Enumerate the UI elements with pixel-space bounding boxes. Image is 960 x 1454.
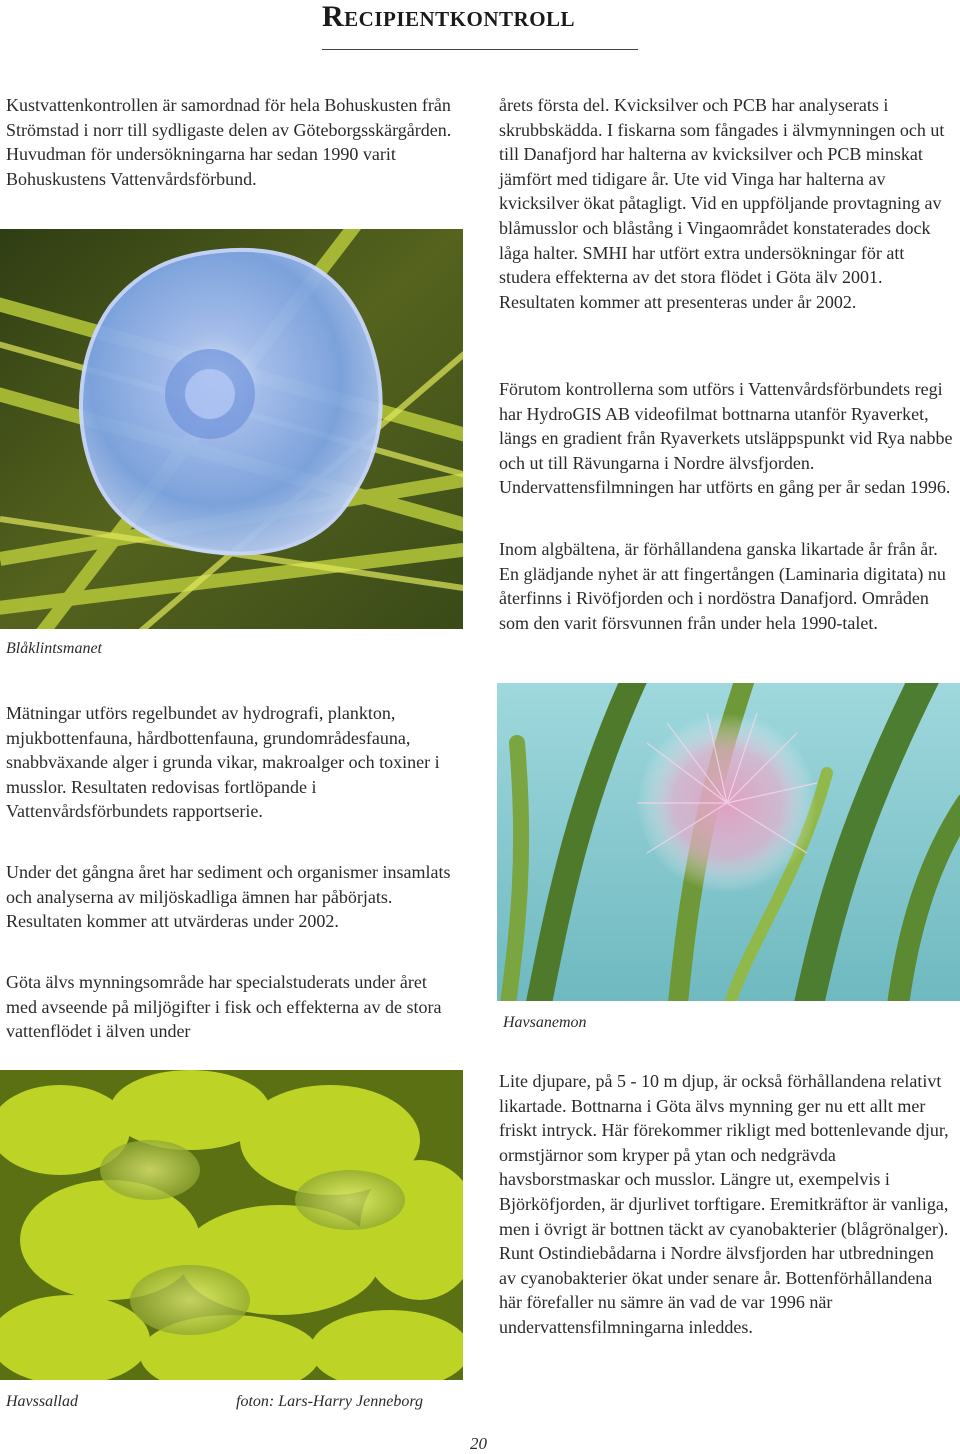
pcb-paragraph: årets första del. Kvicksilver och PCB har analyserats i skrubbskädda. I fiskarna som fångades i älvmynningen och ut till Danafjord har halterna av kvicksilver och PCB minskat jämfört med tidigare år. Ute vid Vinga har halterna av kvicksilver ökat påtagligt. Vid en uppföljande provtagning av blåmusslor och blåstång i Vingaområdet konstaterades dock låga halter. SMHI har utfört extra undersökningar för att studera effekterna av det stora flödet i Göta älv 2001. Resultaten kommer att presenteras under år 2002.: [499, 95, 945, 312]
page-number: 20: [470, 1434, 487, 1453]
algbalte-paragraph: Inom algbältena, är förhållandena ganska likartade år från år. En glädjande nyhet är att fingertången (Laminaria digitata) nu återfinns i Rivöfjorden och i nordöstra Danafjord. Områden som den varit försvunnen från under hela 1990-talet.: [499, 539, 946, 633]
title-divider: [322, 49, 638, 50]
anemone-caption: Havsanemon: [503, 1014, 587, 1031]
jellyfish-photo: [0, 229, 463, 629]
hydrogis-paragraph: Förutom kontrollerna som utförs i Vattenvårdsförbundets regi har HydroGIS AB videofilmat bottnarna utanför Ryaverket, längs en gradient från Ryaverkets utsläppspunkt vid Rya nabbe och ut till Rävungarna i Nordre älvsfjorden. Undervattensfilmningen har utförts en gång per år sedan 1996.: [499, 379, 953, 498]
sediment-paragraph: Under det gångna året har sediment och organismer insamlats och analyserna av miljöskadliga ämnen har påbörjats. Resultaten kommer att utvärderas under 2002.: [6, 862, 451, 932]
sea-lettuce-photo: [0, 1070, 463, 1380]
photo-credit: foton: Lars-Harry Jenneborg: [236, 1393, 423, 1410]
measurements-paragraph: Mätningar utförs regelbundet av hydrografi, plankton, mjukbottenfauna, hårdbottenfauna, grundområdesfauna, snabbväxande alger i grunda vikar, makroalger och toxiner i musslor. Resultaten redovisas fortlöpande i Vattenvårdsförbundets rapportserie.: [6, 703, 440, 822]
anemone-photo: [497, 683, 960, 1001]
gota-paragraph: Göta älvs mynningsområde har specialstuderats under året med avseende på miljögifter i fisk och effekterna av de stora vattenflödet i älven under: [6, 972, 442, 1042]
deeper-paragraph: Lite djupare, på 5 - 10 m djup, är också förhållandena relativt likartade. Bottnarna i Göta älvs mynning ger nu ett allt mer friskt intryck. Här förekommer rikligt med bottenlevande djur, ormstjärnor som kryper på ytan och nedgrävda havsborstmaskar och musslor. Längre ut, exempelvis i Björköfjorden, är djurlivet torftigare. Eremitkräftor är vanliga, men i övrigt är bottnen täckt av cyanobakterier (blågrönalger). Runt Ostindiebådarna i Nordre älvsfjorden har utbredningen av cyanobakterier ökat under senare år. Bottenförhållandena här förefaller nu sämre än vad de var 1996 när undervattensfilmningarna inleddes.: [499, 1071, 949, 1337]
jellyfish-caption: Blåklintsmanet: [6, 640, 102, 657]
intro-paragraph: Kustvattenkontrollen är samordnad för hela Bohuskusten från Strömstad i norr till sydligaste delen av Göteborgsskärgården. Huvudman för undersökningarna har sedan 1990 varit Bohuskustens Vattenvårdsförbund.: [6, 95, 452, 189]
page-title: Recipientkontroll: [322, 0, 576, 33]
sea-lettuce-caption: Havssallad: [6, 1393, 78, 1410]
